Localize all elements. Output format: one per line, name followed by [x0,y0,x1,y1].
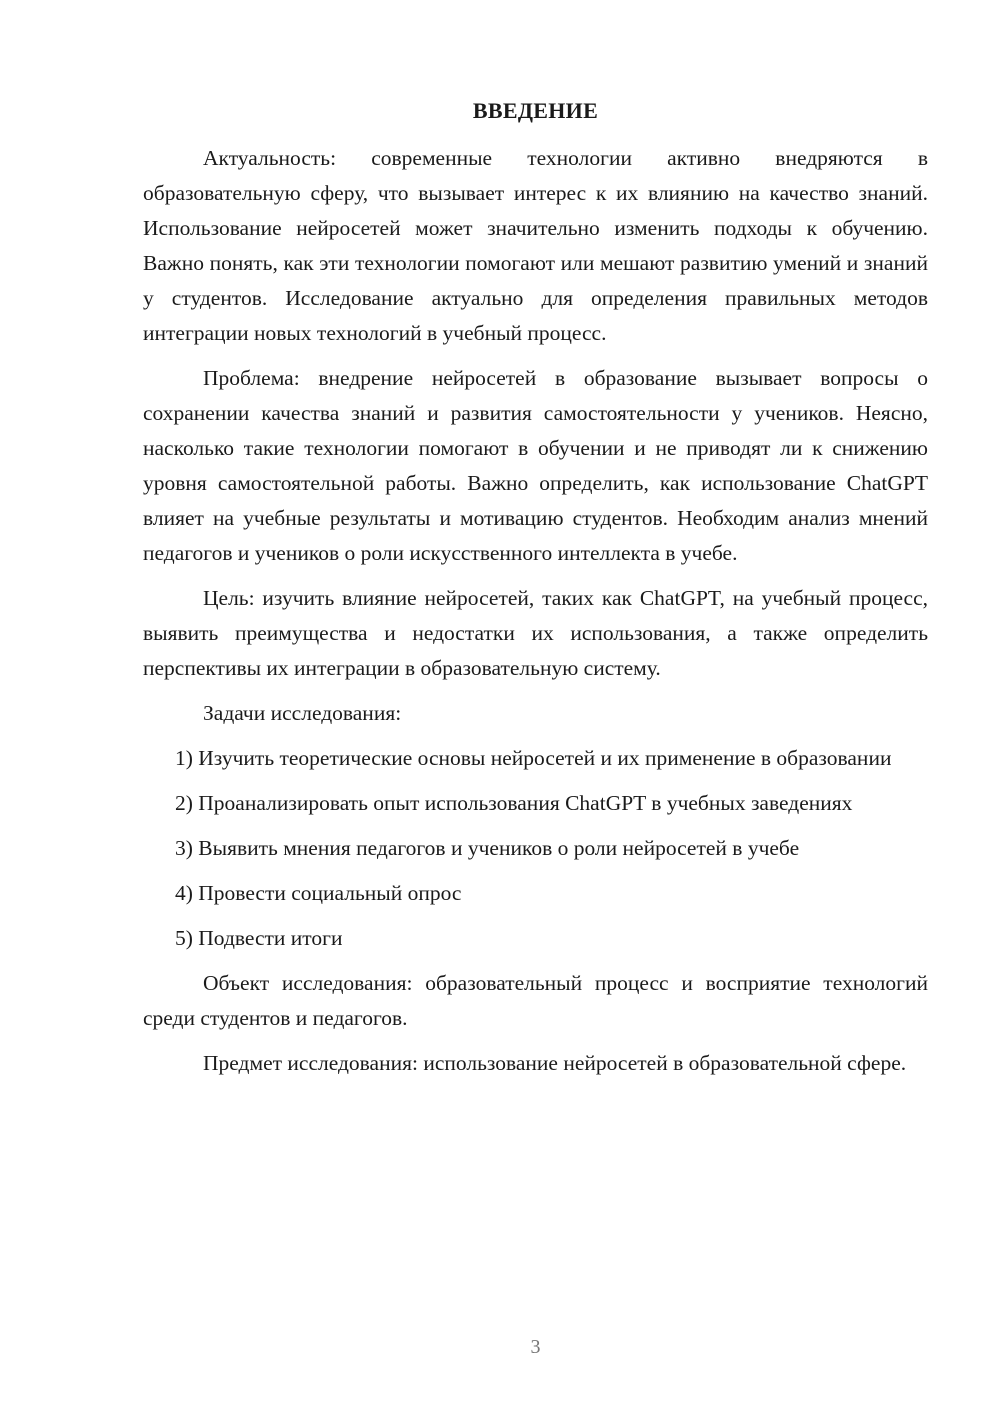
task-item-1: 1) Изучить теоретические основы нейросетей и их применение в образовании [175,746,892,770]
paragraph-relevance: Актуальность: современные технологии активно внедряются в образовательную сферу, что вызывает интерес к их влиянию на качество знаний. Использование нейросетей может значительно изменить подходы к обучению. Важно понять, как эти технологии помогают или мешают развитию умений и знаний у студентов. Исследование актуально для определения правильных методов интеграции новых технологий в учебный процесс. [143,146,928,345]
body-text [143,141,928,1081]
page-number: 3 [530,1336,541,1358]
paragraph-problem: Проблема: внедрение нейросетей в образование вызывает вопросы о сохранении качества знаний и развития самостоятельности у учеников. Неясно, насколько такие технологии помогают в обучении и не приводят ли к снижению уровня самостоятельной работы. Важно определить, как использование ChatGPT влияет на учебные результаты и мотивацию студентов. Необходим анализ мнений педагогов и учеников о роли искусственного интеллекта в учебе. [143,366,928,565]
paragraph-subject: Предмет исследования: использование нейросетей в образовательной сфере. [203,1051,907,1075]
page-title: ВВЕДЕНИЕ [472,98,599,123]
paragraph-object: Объект исследования: образовательный процесс и восприятие технологий среди студентов и педагогов. [143,971,928,1030]
task-item-3: 3) Выявить мнения педагогов и учеников о роли нейросетей в учебе [175,836,800,860]
tasks-heading: Задачи исследования: [203,701,402,725]
task-item-2: 2) Проанализировать опыт использования ChatGPT в учебных заведениях [175,791,853,815]
task-item-4: 4) Провести социальный опрос [175,881,462,905]
task-item-5: 5) Подвести итоги [175,926,343,950]
document-page [143,0,928,1414]
paragraph-goal: Цель: изучить влияние нейросетей, таких как ChatGPT, на учебный процесс, выявить преимущества и недостатки их использования, а также определить перспективы их интеграции в образовательную систему. [143,586,928,680]
